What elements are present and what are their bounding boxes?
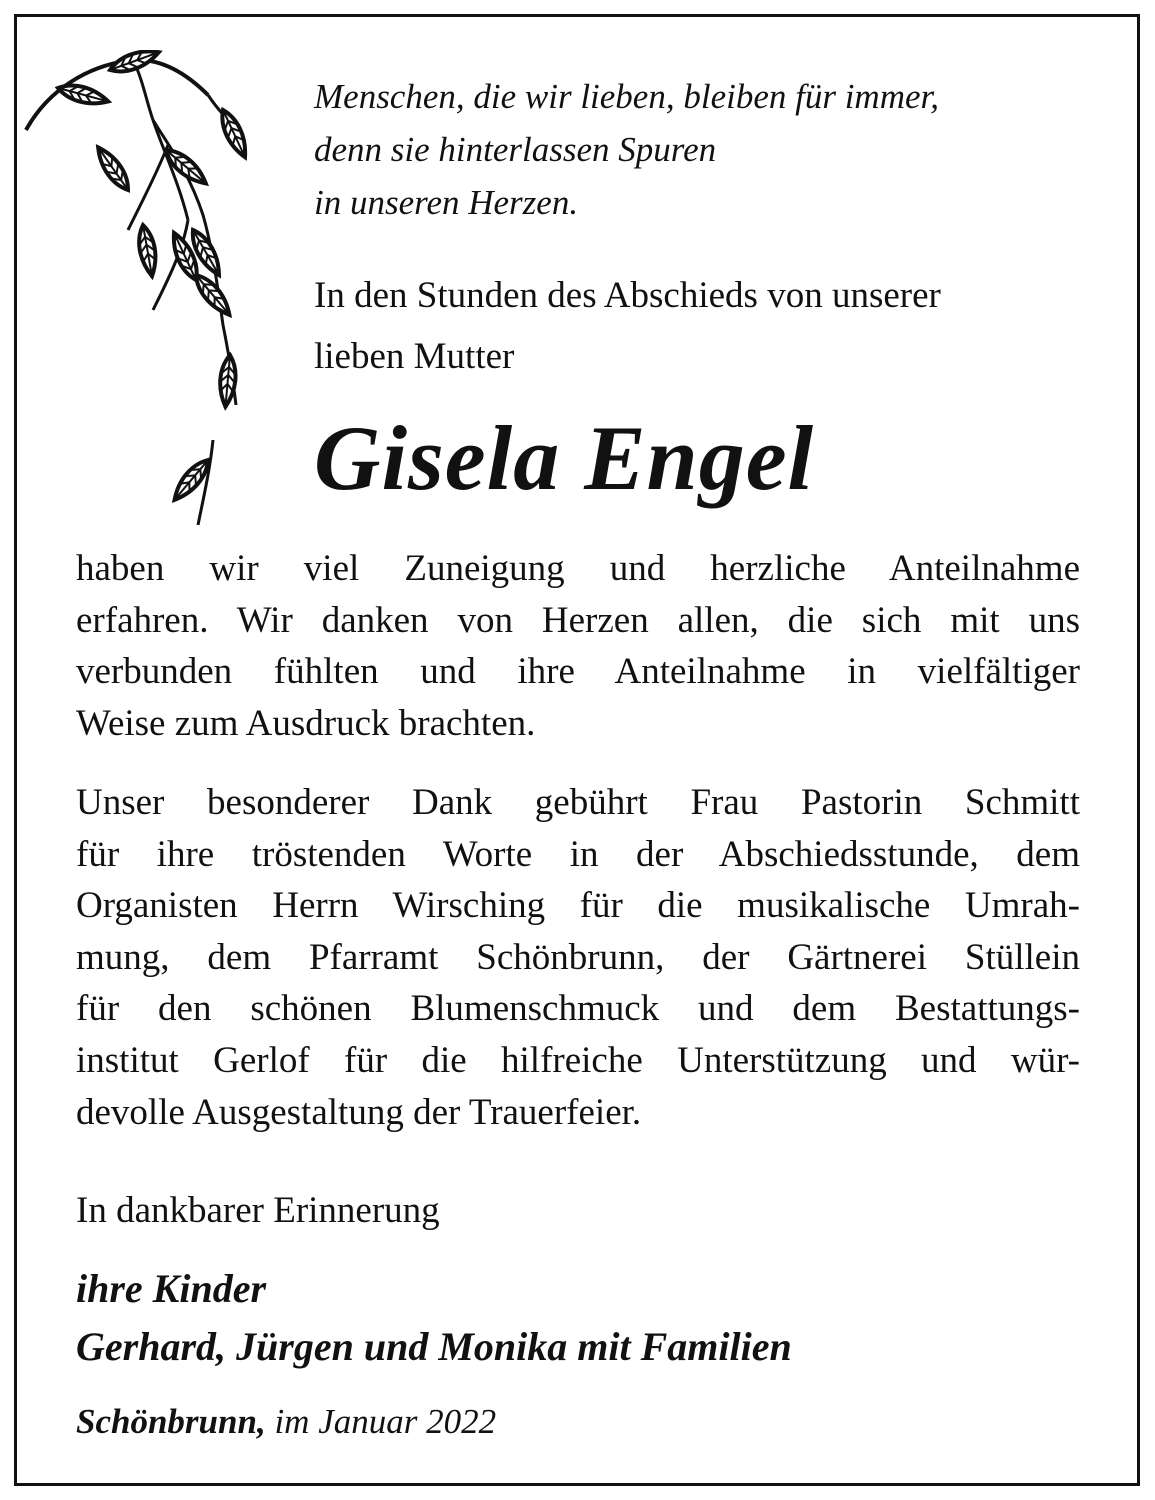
paragraph-line: für den schönen Blumenschmuck und dem Bestattungs- (76, 988, 1080, 1030)
place-date (76, 1397, 496, 1447)
paragraph-line: mung, dem Pfarramt Schönbrunn, der Gärtnerei Stüllein (76, 936, 1080, 978)
paragraph-line: devolle Ausgestaltung der Trauerfeier. (76, 1091, 642, 1133)
paragraph-line: Unser besonderer Dank gebührt Frau Pastorin Schmitt (76, 782, 1080, 823)
place: Schönbrunn, (76, 1402, 266, 1441)
poem (314, 70, 1094, 229)
paragraph-line: erfahren. Wir danken von Herzen allen, die sich mit uns (76, 599, 1080, 641)
paragraph-line: haben wir viel Zuneigung und herzliche Anteilnahme (76, 548, 1080, 589)
poem-line: in unseren Herzen. (314, 183, 579, 222)
intro-text (314, 265, 1104, 387)
special-thanks-paragraph (76, 777, 1080, 1138)
intro-line: In den Stunden des Abschieds von unserer (314, 275, 941, 316)
date: im Januar 2022 (274, 1402, 497, 1441)
signature (76, 1260, 792, 1376)
signature-line: Gerhard, Jürgen und Monika mit Familien (76, 1324, 792, 1369)
poem-line: denn sie hinterlassen Spuren (314, 130, 717, 169)
deceased-name: Gisela Engel (314, 407, 815, 509)
paragraph-line: für ihre tröstenden Worte in der Abschiedsstunde, dem (76, 833, 1080, 875)
paragraph-line: institut Gerlof für die hilfreiche Unterstützung und wür- (76, 1039, 1080, 1081)
closing-line: In dankbarer Erinnerung (76, 1190, 440, 1231)
thanks-paragraph (76, 543, 1080, 749)
signature-line: ihre Kinder (76, 1266, 267, 1311)
leaf-branch-icon (18, 50, 288, 540)
paragraph-line: verbunden fühlten und ihre Anteilnahme in vielfältiger (76, 651, 1080, 693)
intro-line: lieben Mutter (314, 336, 515, 377)
poem-line: Menschen, die wir lieben, bleiben für immer, (314, 77, 940, 116)
paragraph-line: Organisten Herrn Wirsching für die musikalische Umrah- (76, 885, 1080, 927)
paragraph-line: Weise zum Ausdruck brachten. (76, 702, 536, 744)
